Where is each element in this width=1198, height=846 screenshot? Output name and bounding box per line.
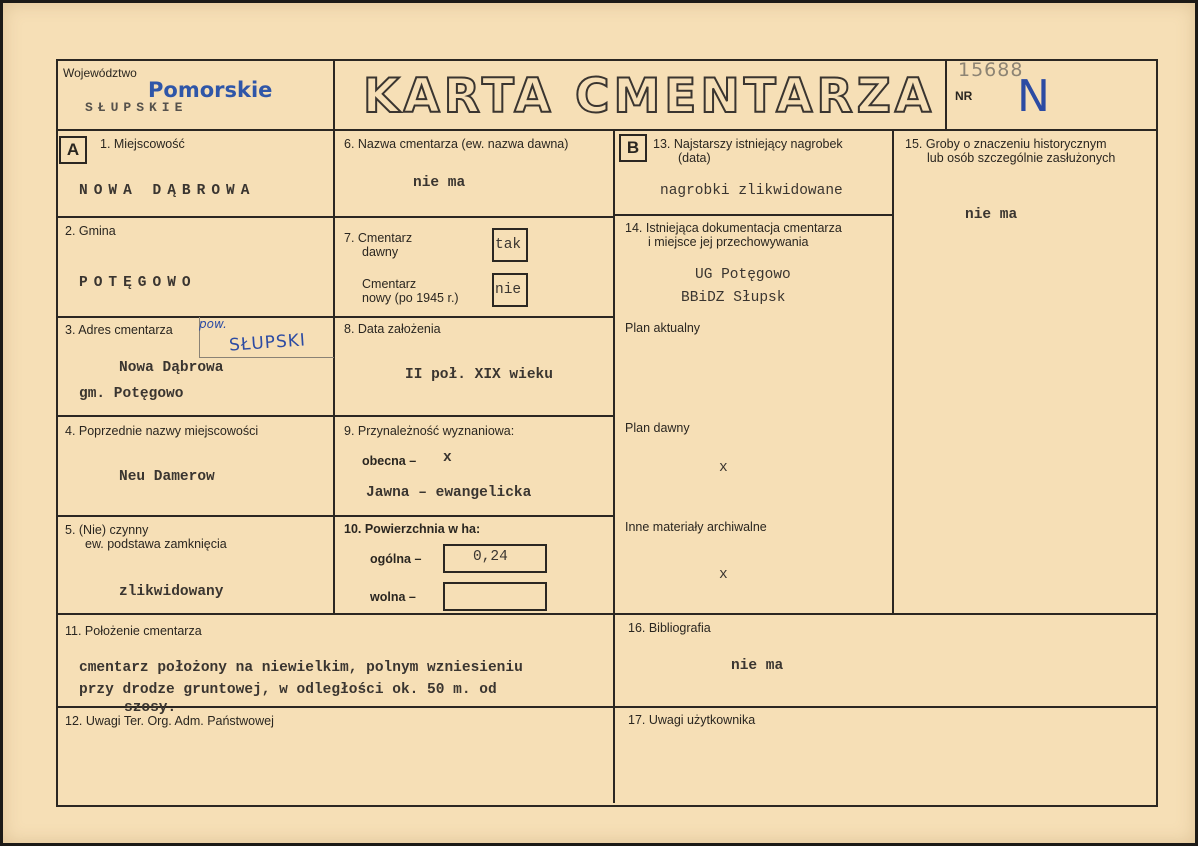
divider <box>56 613 1156 615</box>
pow-value: SŁUPSKI <box>228 330 307 356</box>
field-15-value: nie ma <box>965 207 1018 223</box>
divider <box>333 59 335 131</box>
field-6-value: nie ma <box>413 175 466 191</box>
field-11-line1: cmentarz położony na niewielkim, polnym wzniesieniu <box>79 660 523 676</box>
field-8-value: II poł. XIX wieku <box>405 367 553 383</box>
cemetery-card <box>3 3 1195 843</box>
pow-label: pow. <box>199 317 227 331</box>
divider <box>333 316 615 318</box>
plan-aktualny-label: Plan aktualny <box>625 321 701 335</box>
field-15-label: 15. Groby o znaczeniu historycznym <box>905 137 1107 151</box>
field-7-cmentarz2-label: Cmentarz <box>362 277 417 291</box>
dawny-value: tak <box>495 237 522 253</box>
field-9-label: 9. Przynależność wyznaniowa: <box>344 424 515 438</box>
field-14-sublabel: i miejsce jej przechowywania <box>648 235 809 249</box>
field-5-label: 5. (Nie) czynny <box>65 523 149 537</box>
field-15-sublabel: lub osób szczególnie zasłużonych <box>927 151 1116 165</box>
field-1-label: 1. Miejscowość <box>100 137 185 151</box>
field-11-line2: przy drodze gruntowej, w odległości ok. 50 m. od <box>79 682 497 698</box>
divider <box>333 129 335 615</box>
field-17-label: 17. Uwagi użytkownika <box>628 713 756 727</box>
divider <box>333 515 615 517</box>
wojewodztwo-label: Województwo <box>63 66 137 80</box>
field-4-value: Neu Damerow <box>119 469 215 485</box>
field-14-line1: UG Potęgowo <box>695 267 791 283</box>
field-16-value: nie ma <box>731 658 784 674</box>
page-title: KARTA CMENTARZA <box>363 69 936 124</box>
field-4-label: 4. Poprzednie nazwy miejscowości <box>65 424 259 438</box>
divider <box>333 216 615 218</box>
field-7-dawny-label: dawny <box>362 245 399 259</box>
field-2-value: POTĘGOWO <box>79 275 197 291</box>
field-5-sublabel: ew. podstawa zamknięcia <box>85 537 227 551</box>
divider <box>56 415 335 417</box>
section-b-box: B <box>619 134 647 162</box>
field-3-label: 3. Adres cmentarza <box>65 323 173 337</box>
nr-value: N <box>1017 71 1050 122</box>
field-3-line1: Nowa Dąbrowa <box>119 360 224 376</box>
divider <box>613 129 615 803</box>
field-7-nowy-label: nowy (po 1945 r.) <box>362 291 459 305</box>
obecna-label: obecna – <box>362 454 417 468</box>
plan-dawny-value: x <box>719 460 728 476</box>
field-14-line2: BBiDZ Słupsk <box>681 290 786 306</box>
field-14-label: 14. Istniejąca dokumentacja cmentarza <box>625 221 842 235</box>
field-2-label: 2. Gmina <box>65 224 116 238</box>
field-13-sublabel: (data) <box>678 151 711 165</box>
ogolna-value: 0,24 <box>473 549 508 565</box>
field-13-label: 13. Najstarszy istniejący nagrobek <box>653 137 843 151</box>
ogolna-label: ogólna – <box>370 552 422 566</box>
section-a-box: A <box>59 136 87 164</box>
field-1-value: NOWA DĄBROWA <box>79 183 256 199</box>
obecna-value: x <box>443 450 452 466</box>
field-6-label: 6. Nazwa cmentarza (ew. nazwa dawna) <box>344 137 569 151</box>
divider <box>56 216 335 218</box>
field-11-line3: szosy. <box>124 700 177 716</box>
field-5-value: zlikwidowany <box>119 584 224 600</box>
field-13-value: nagrobki zlikwidowane <box>660 183 843 199</box>
divider <box>56 129 1156 131</box>
nr-pencil-note: 15688 <box>958 59 1024 81</box>
wojewodztwo-typed: SŁUPSKIE <box>85 100 188 115</box>
divider <box>333 415 615 417</box>
divider <box>892 129 894 615</box>
field-3-line2: gm. Potęgowo <box>79 386 184 402</box>
field-16-label: 16. Bibliografia <box>628 621 711 635</box>
plan-dawny-label: Plan dawny <box>625 421 690 435</box>
field-12-label: 12. Uwagi Ter. Org. Adm. Państwowej <box>65 714 274 728</box>
field-7-label: 7. Cmentarz <box>344 231 413 245</box>
nr-label: NR <box>955 89 973 103</box>
inne-materialy-value: x <box>719 567 728 583</box>
divider <box>56 515 335 517</box>
wolna-box <box>443 582 547 611</box>
inne-materialy-label: Inne materiały archiwalne <box>625 520 767 534</box>
divider <box>945 59 947 131</box>
field-10-label: 10. Powierzchnia w ha: <box>344 522 481 536</box>
field-8-label: 8. Data założenia <box>344 322 441 336</box>
wojewodztwo-stamp: Pomorskie <box>148 78 273 102</box>
dawna-line: Jawna – ewangelicka <box>366 485 532 501</box>
wolna-label: wolna – <box>370 590 416 604</box>
divider <box>613 214 894 216</box>
nowy-value: nie <box>495 282 522 298</box>
divider <box>56 706 1156 708</box>
field-11-label: 11. Położenie cmentarza <box>65 624 202 638</box>
